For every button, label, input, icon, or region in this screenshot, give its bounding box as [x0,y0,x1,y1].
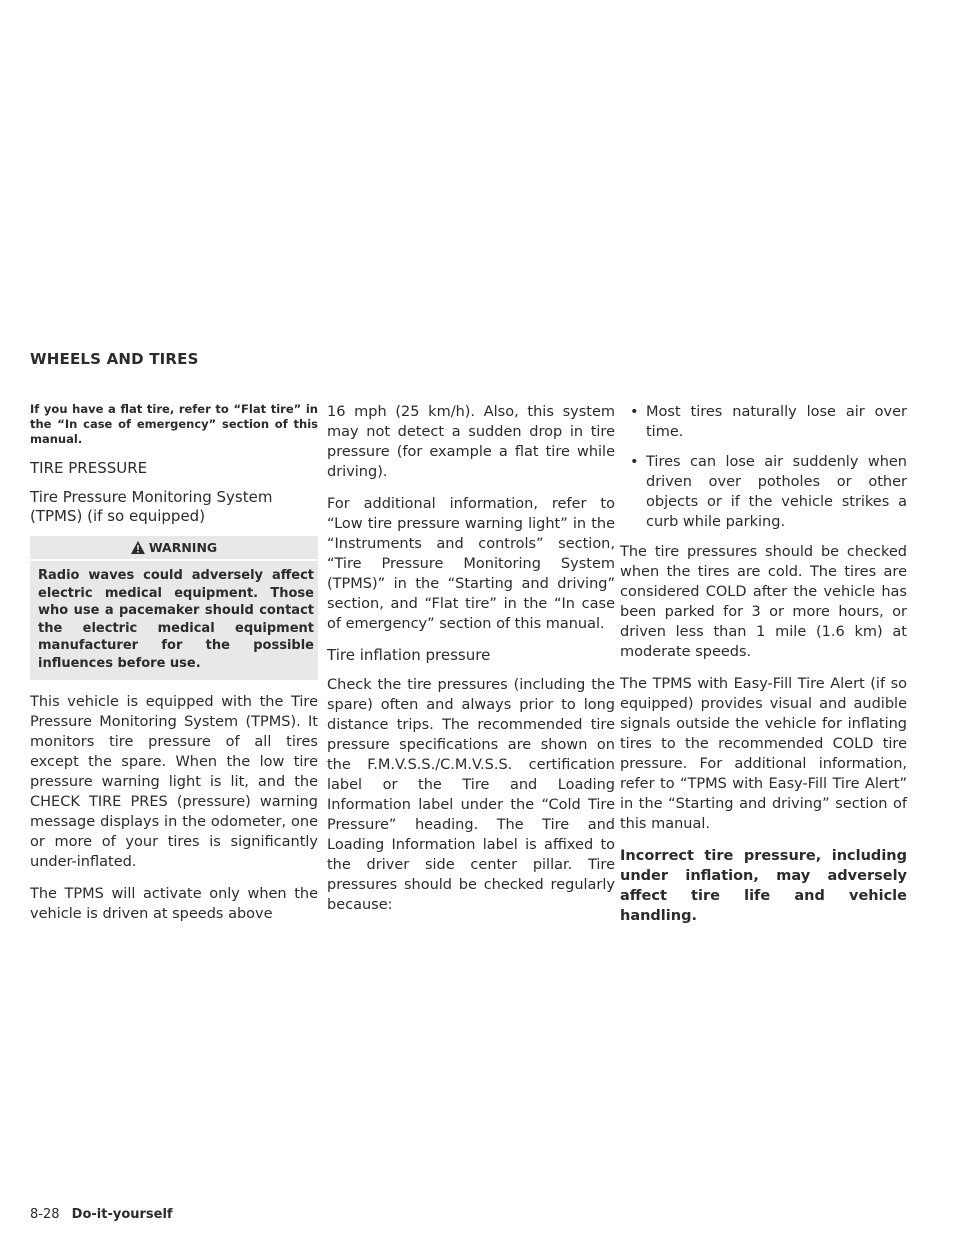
paragraph: For additional information, refer to “Low tire pressure warning light” in the “Instruments and controls” section, “Tire Pressure Monitoring System (TPMS)” in the “Starting and driving” section, and “Flat tire” in the “In case of emergency” section of this manual. [327,496,615,632]
paragraph: The tire pressures should be checked when the tires are cold. The tires are considered COLD after the vehicle has been parked for 3 or more hours, or driven less than 1 mile (1.6 km) at moderate speeds. [620,544,907,660]
column-2 [327,402,615,927]
warning-text: Radio waves could adversely affect electric medical equipment. Those who use a pacemaker should contact the electric medical equipment manufacturer for the possible influences before use. [38,568,314,671]
chapter-name: Do-it-yourself [71,1207,173,1222]
emphasis-paragraph: Incorrect tire pressure, including under inflation, may adversely affect tire life and vehicle handling. [620,848,907,924]
warning-label: WARNING [148,540,218,555]
paragraph: 16 mph (25 km/h). Also, this system may not detect a sudden drop in tire pressure (for example a flat tire while driving). [327,404,615,480]
paragraph: The TPMS will activate only when the vehicle is driven at speeds above [30,886,318,922]
paragraph: Check the tire pressures (including the spare) often and always prior to long distance trips. The recommended tire pressure specifications are shown on the F.M.V.S.S./C.M.V.S.S. certification label or the Tire and Loading Information label under the “Cold Tire Pressure” heading. The Tire and Loading Information label is affixed to the driver side center pillar. Tire pressures should be checked regularly because: [327,677,615,913]
section-header: WHEELS AND TIRES [30,350,199,368]
column-1 [30,402,318,936]
intro-note: If you have a flat tire, refer to “Flat tire” in the “In case of emergency” section of this manual. [30,402,318,446]
page-footer [30,1207,173,1222]
paragraph: The TPMS with Easy-Fill Tire Alert (if so equipped) provides visual and audible signals outside the vehicle for inflating tires to the recommended COLD tire pressure. For additional information, refer to “TPMS with Easy-Fill Tire Alert” in the “Starting and driving” section of this manual. [620,676,907,832]
list-item: • Most tires naturally lose air over time. [620,402,907,442]
warning-triangle-icon [131,541,145,554]
heading-tpms: Tire Pressure Monitoring System (TPMS) (if so equipped) [30,488,273,525]
bullet-list [620,402,907,532]
warning-box [30,536,318,680]
paragraph: This vehicle is equipped with the Tire Pressure Monitoring System (TPMS). It monitors tire pressure of all tires except the spare. When the low tire pressure warning light is lit, and the CHECK TIRE PRES (pressure) warning message displays in the odometer, one or more of your tires is significantly under-inflated. [30,694,318,870]
page-number: 8-28 [30,1207,60,1222]
column-3 [620,402,907,938]
list-item: • Tires can lose air suddenly when driven over potholes or other objects or if the vehicle strikes a curb while parking. [620,452,907,532]
heading-tire-pressure: TIRE PRESSURE [30,459,148,477]
warning-header [30,536,318,561]
heading-inflation: Tire inflation pressure [327,646,491,664]
